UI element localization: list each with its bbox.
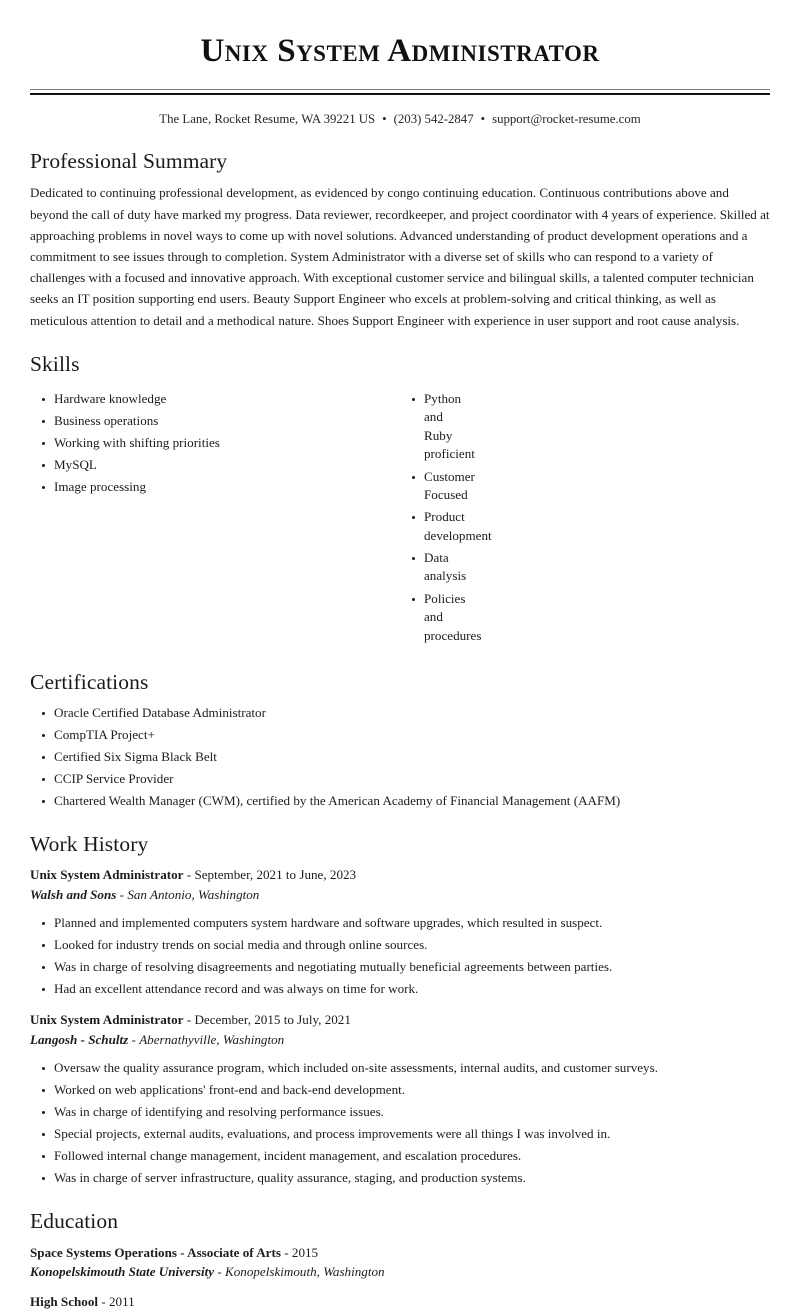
contact-phone: (203) 542-2847 — [393, 111, 474, 126]
contact-email: support@rocket-resume.com — [492, 111, 641, 126]
education-location: Konopelskimouth, Washington — [225, 1264, 385, 1280]
dash-separator: - — [217, 1264, 222, 1280]
education-year: 2011 — [108, 1293, 135, 1309]
contact-address: The Lane, Rocket Resume, WA 39221 US — [159, 111, 376, 126]
education-degree-line — [30, 1292, 770, 1312]
dash-separator: - — [186, 1012, 192, 1028]
list-item: Image processing — [30, 478, 400, 497]
contact-separator-1: • — [382, 111, 387, 126]
job-company: Walsh and Sons — [30, 887, 117, 903]
job-company: Langosh - Schultz — [30, 1032, 129, 1048]
skills-list-right — [400, 390, 492, 646]
list-item: Had an excellent attendance record and was always on time for work. — [30, 980, 770, 999]
list-item: Business operations — [30, 412, 400, 431]
list-item: Customer Focused — [400, 468, 425, 505]
list-item: Oracle Certified Database Administrator — [30, 704, 770, 723]
job-title: Unix System Administrator — [30, 867, 184, 883]
list-item: Was in charge of resolving disagreements and negotiating mutually beneficial agreements between parties. — [30, 958, 770, 977]
list-item: Hardware knowledge — [30, 390, 400, 409]
job-dates: December, 2015 to July, 2021 — [194, 1012, 351, 1028]
list-item: Was in charge of identifying and resolving performance issues. — [30, 1103, 770, 1122]
list-item: Certified Six Sigma Black Belt — [30, 748, 770, 767]
job-title-line — [30, 1010, 770, 1030]
dash-separator: - — [284, 1244, 289, 1260]
education-degree: High School — [30, 1293, 99, 1309]
page-title: Unix System Administrator — [200, 33, 600, 69]
job-title: Unix System Administrator — [30, 1012, 184, 1028]
job-responsibilities-list — [30, 914, 770, 999]
education-year: 2015 — [291, 1244, 319, 1260]
work-history-entry — [30, 1010, 770, 1187]
job-title-line — [30, 865, 770, 885]
section-professional-summary — [30, 148, 770, 331]
job-company-line — [30, 1030, 770, 1050]
skills-list-left — [30, 390, 400, 497]
skills-two-column-layout — [30, 386, 770, 649]
job-location: San Antonio, Washington — [127, 887, 260, 903]
section-heading-education: Education — [30, 1208, 119, 1233]
section-certifications — [30, 669, 770, 811]
section-heading-work-history: Work History — [30, 831, 149, 856]
list-item: Working with shifting priorities — [30, 434, 400, 453]
list-item: Policies and procedures — [400, 590, 425, 646]
list-item: Followed internal change management, incident management, and escalation procedures. — [30, 1147, 770, 1166]
section-education — [30, 1208, 770, 1312]
job-dates: September, 2021 to June, 2023 — [194, 867, 357, 883]
list-item: Worked on web applications' front-end and back-end development. — [30, 1081, 770, 1100]
education-school: Konopelskimouth State University — [30, 1264, 215, 1280]
education-entry — [30, 1243, 770, 1282]
contact-info-line — [30, 111, 770, 128]
work-history-entry — [30, 865, 770, 998]
list-item: Special projects, external audits, evaluations, and process improvements were all things I was involved in. — [30, 1125, 770, 1144]
list-item: Product development — [400, 508, 425, 545]
section-heading-skills: Skills — [30, 351, 80, 376]
contact-separator-2: • — [480, 111, 486, 126]
summary-paragraph: Dedicated to continuing professional development, as evidenced by congo continuing education. Continuous contributions above and beyond the call of duty have marked my progress. Data reviewer, recordkeeper, and project coordinator with 4 years of experience. Skilled at approaching problems in novel ways to come up with novel solutions. Advanced understanding of product development operations and a commitment to see issues through to completion. System Administrator with a diverse set of skills who can respond to a variety of challenges with a focused and innovative approach. With exceptional customer service and bilingual skills, a talented computer technician seeks an IT position supporting end users. Beauty Support Engineer who excels at problem-solving and critical thinking, as well as meticulous attention to detail and a methodical nature. Shoes Support Engineer with experience in user support and root cause analysis. — [30, 185, 770, 328]
list-item: CCIP Service Provider — [30, 770, 770, 789]
section-heading-certifications: Certifications — [30, 669, 149, 694]
job-company-line — [30, 885, 770, 905]
list-item: Oversaw the quality assurance program, which included on-site assessments, internal audits, and customer surveys. — [30, 1059, 770, 1078]
job-responsibilities-list — [30, 1059, 770, 1188]
job-location: Abernathyville, Washington — [139, 1032, 285, 1048]
section-heading-summary: Professional Summary — [30, 148, 228, 173]
dash-separator: - — [186, 867, 192, 883]
certifications-list — [30, 704, 770, 811]
education-school-line — [30, 1262, 770, 1282]
list-item: Planned and implemented computers system hardware and software upgrades, which resulted in suspect. — [30, 914, 770, 933]
list-item: CompTIA Project+ — [30, 726, 770, 745]
education-entry — [30, 1292, 770, 1312]
section-work-history — [30, 831, 770, 1188]
list-item: Chartered Wealth Manager (CWM), certified by the American Academy of Financial Management (AAFM) — [30, 792, 770, 811]
list-item: Looked for industry trends on social media and through online sources. — [30, 936, 770, 955]
education-degree: Space Systems Operations - Associate of Arts — [30, 1244, 281, 1260]
header-divider — [30, 89, 770, 95]
list-item: Data analysis — [400, 549, 425, 586]
list-item: MySQL — [30, 456, 400, 475]
list-item: Was in charge of server infrastructure, quality assurance, staging, and production systems. — [30, 1169, 770, 1188]
section-skills — [30, 351, 770, 649]
skills-column-left — [30, 386, 400, 500]
education-degree-line — [30, 1243, 770, 1263]
dash-separator: - — [119, 887, 125, 903]
dash-separator: - — [131, 1032, 136, 1048]
list-item: Python and Ruby proficient — [400, 390, 425, 464]
dash-separator: - — [101, 1293, 106, 1309]
